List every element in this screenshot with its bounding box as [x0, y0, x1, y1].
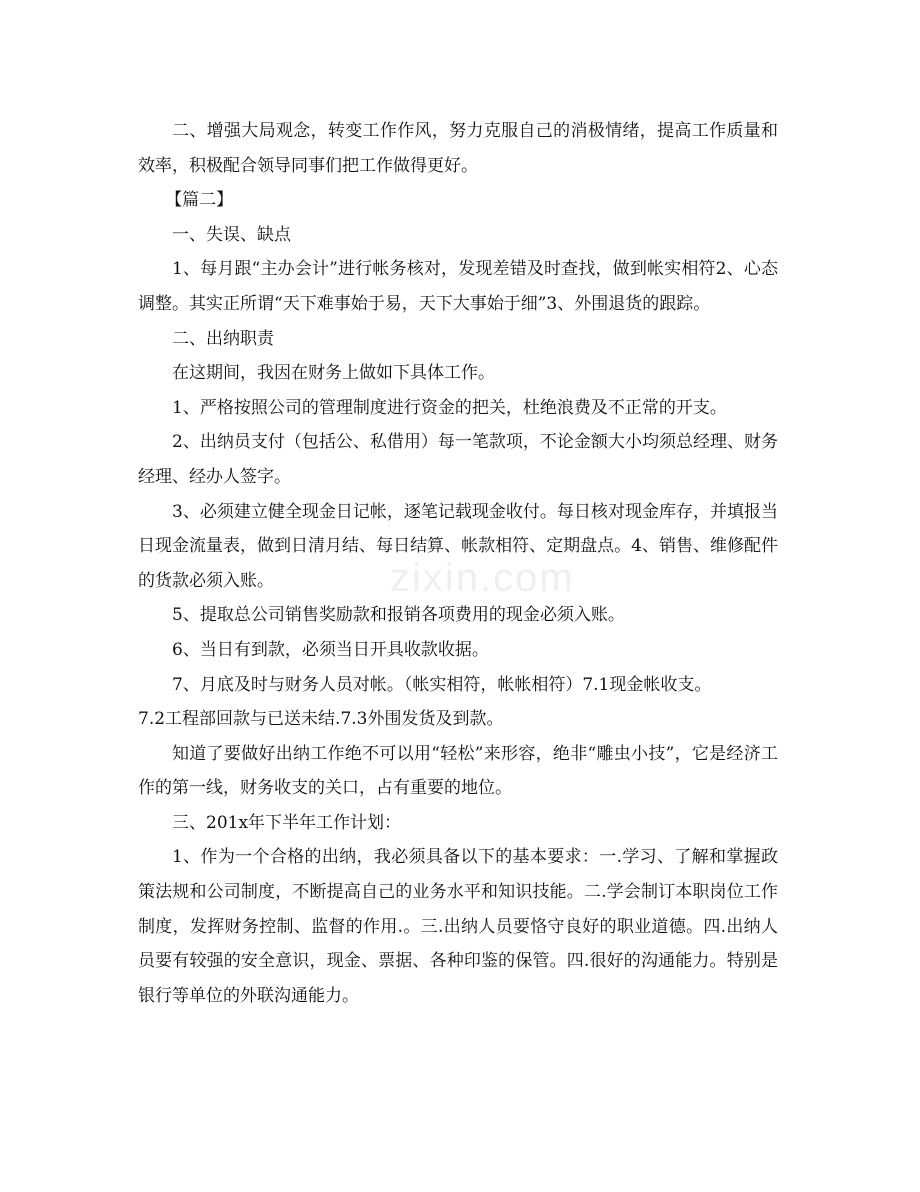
paragraph-duty-3: 3、必须建立健全现金日记帐，逐笔记载现金收付。每日核对现金库存，并填报当日现金流量表，做到日清月结、每日结算、帐款相符、定期盘点。4、销售、维修配件的货款必须入账。	[138, 501, 778, 591]
paragraph-reflection: 知道了要做好出纳工作绝不可以用“轻松”来形容，绝非“雕虫小技”，它是经济工作的第一线，财务收支的关口，占有重要的地位。	[138, 743, 778, 799]
paragraph-attitude: 二、增强大局观念，转变工作作风，努力克服自己的消极情绪，提高工作质量和效率，积极配合领导同事们把工作做得更好。	[138, 121, 778, 176]
paragraph-duty-7-continued: 7.2工程部回款与已送未结.7.3外围发货及到款。	[138, 709, 504, 730]
heading-cashier-duties: 二、出纳职责	[172, 328, 274, 349]
paragraph-duty-1: 1、严格按照公司的管理制度进行资金的把关，杜绝浪费及不正常的开支。	[172, 397, 727, 418]
heading-work-plan: 三、201x年下半年工作计划：	[172, 812, 402, 833]
paragraph-duty-2: 2、出纳员支付（包括公、私借用）每一笔款项，不论金额大小均须总经理、财务经理、经办人签字。	[138, 432, 778, 487]
paragraph-reconciliation: 1、每月跟“主办会计”进行帐务核对，发现差错及时查找，做到帐实相符2、心态调整。其实正所谓“天下难事始于易，天下大事始于细”3、外围退货的跟踪。	[138, 259, 778, 314]
paragraph-duty-5: 5、提取总公司销售奖励款和报销各项费用的现金必须入账。	[172, 605, 625, 626]
paragraph-work-intro: 在这期间，我因在财务上做如下具体工作。	[172, 363, 495, 384]
heading-mistakes: 一、失误、缺点	[172, 224, 291, 245]
paragraph-duty-6: 6、当日有到款，必须当日开具收款收据。	[172, 639, 489, 660]
watermark: zixin.com	[390, 556, 575, 600]
paragraph-duty-7: 7、月底及时与财务人员对帐。（帐实相符，帐帐相符）7.1现金帐收支。	[172, 674, 712, 695]
section-heading-part-two: 【篇二】	[165, 190, 234, 211]
document-body	[138, 114, 778, 1013]
paragraph-plan-1: 1、作为一个合格的出纳，我必须具备以下的基本要求：一.学习、了解和掌握政策法规和公司制度，不断提高自己的业务水平和知识技能。二.学会制订本职岗位工作制度，发挥财务控制、监督的作用.。三.出纳人员要恪守良好的职业道德。四.出纳人员要有较强的安全意识，现金、票据、各种印鉴的保管。四.很好的沟通能力。特别是银行等单位的外联沟通能力。	[138, 847, 778, 1006]
